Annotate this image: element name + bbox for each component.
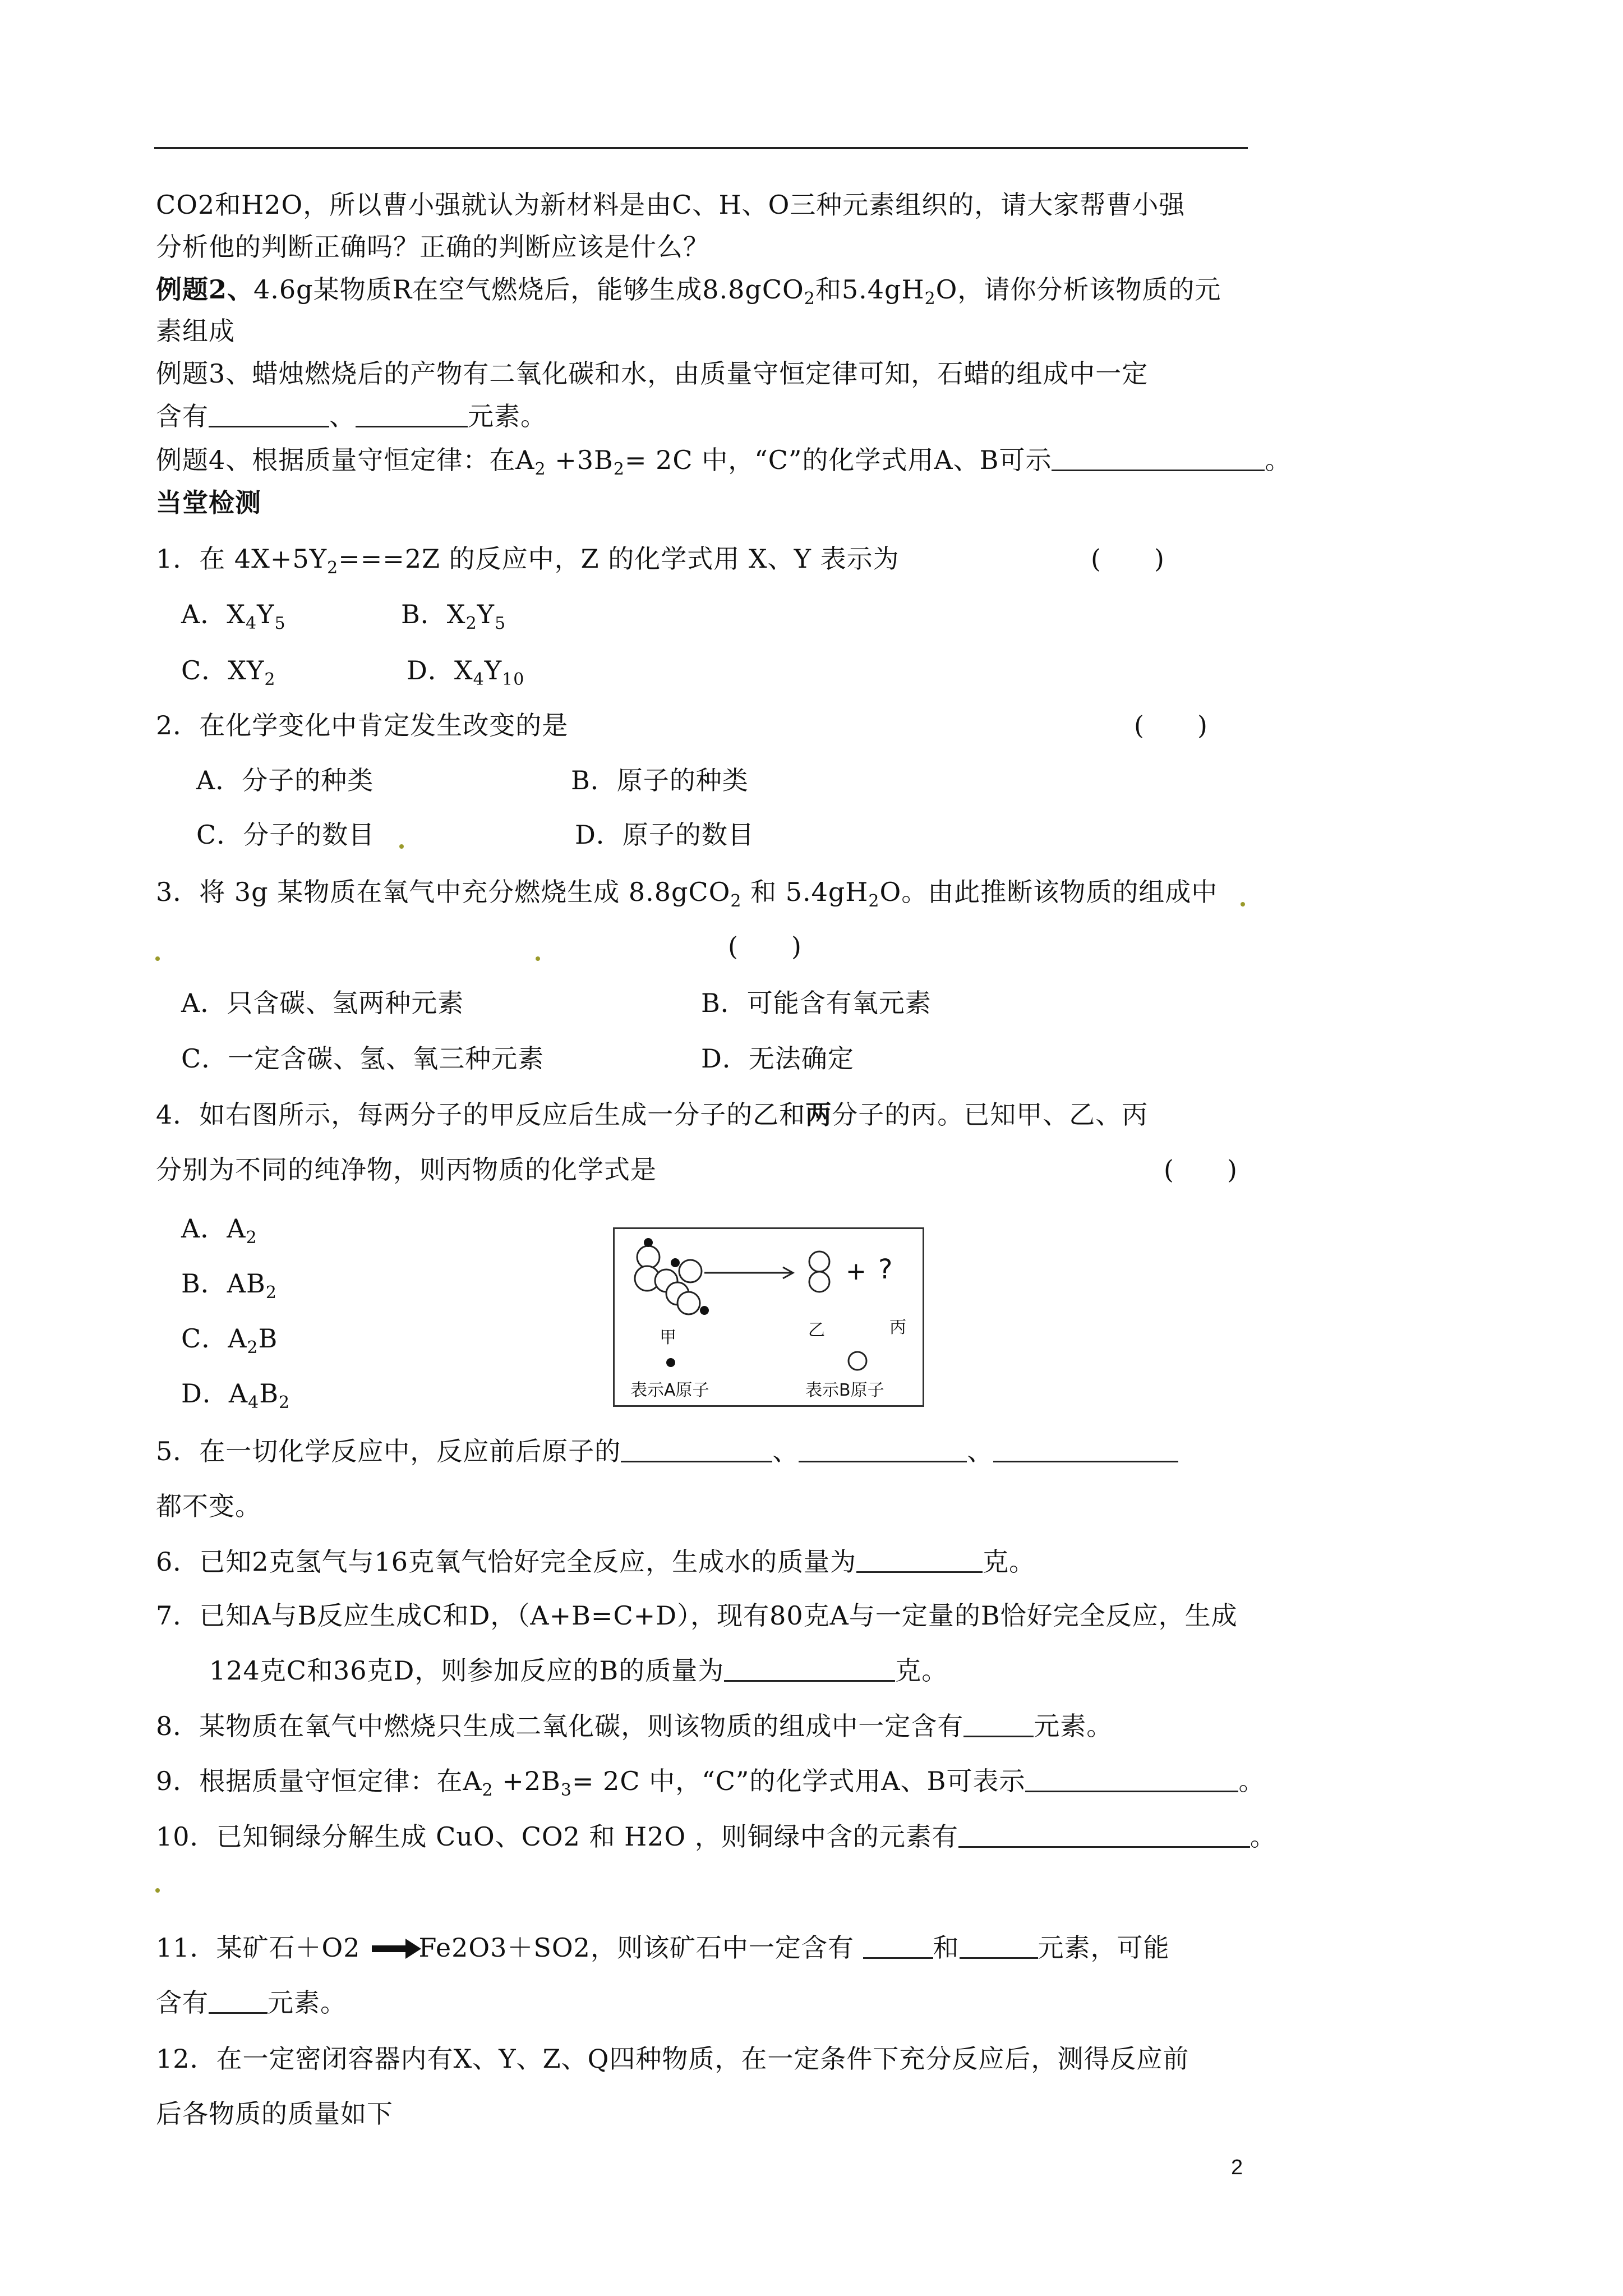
q3-option-a[interactable]: A．只含碳、氢两种元素 [181,988,464,1018]
example-3-line-2: 含有 、 元素。 [156,401,547,431]
intro-line-2: 分析他的判断正确吗？正确的判断应该是什么？ [156,232,709,262]
question-7-line-1: 7．已知A与B反应生成C和D，（A+B=C+D），现有80克A与一定量的B恰好完全反应，生成 [156,1600,1238,1631]
q4-option-d[interactable]: D．$A_4B_2$ [181,1378,291,1412]
question-8: 8．某物质在氧气中燃烧只生成二氧化碳，则该物质的组成中一定含有 元素。 [156,1711,1113,1741]
question-3-stem: 3．将 3g 某物质在氧气中充分燃烧生成 8.8gCO$_2$ 和 $5.4gH_2O$。由此推断该物质的组成中 [156,877,1218,911]
question-12-line-2: 后各物质的质量如下 [156,2099,393,2129]
answer-blank[interactable] [960,1932,1038,1959]
q1-option-d[interactable]: D．$X_4Y_{10}$ [407,655,525,689]
answer-blank[interactable] [993,1436,1178,1462]
answer-blank[interactable] [958,1821,1250,1848]
question-4-paren: ( ) [1164,1154,1238,1185]
unknown-product-mark: ? [878,1254,893,1285]
example-2-label: 例题2、 [156,274,254,305]
question-3-paren: ( ) [728,931,802,961]
atom-a [644,1238,653,1247]
answer-blank[interactable] [1052,445,1265,471]
intro-line-1: CO2和H2O，所以曹小强就认为新材料是由C、H、O三种元素组织的，请大家帮曹小强 [156,190,1186,220]
answer-blank[interactable] [621,1436,772,1462]
q2-option-a[interactable]: A．分子的种类 [196,765,374,795]
example-2-line-2: 素组成 [156,316,235,346]
question-1-stem: 1．在 $4X+5Y_2===2Z$ 的反应中，Z 的化学式用 X、Y 表示为 [156,544,900,578]
legend-atom-b [849,1352,866,1370]
question-9: 9．根据质量守恒定律：在$A_2 +2B_3= 2C$ 中，“C”的化学式用A、B可表示 。 [156,1766,1265,1800]
question-7-line-2: 124克C和36克D，则参加反应的B的质量为 克。 [209,1655,948,1686]
q3-option-b[interactable]: B．可能含有氧元素 [701,988,932,1018]
question-6: 6．已知2克氢气与16克氧气恰好完全反应，生成水的质量为 克。 [156,1547,1036,1577]
label-yi: 乙 [808,1320,825,1340]
stray-dot [536,956,540,961]
answer-blank[interactable] [356,401,468,427]
label-jia: 甲 [660,1328,676,1347]
answer-blank[interactable] [724,1655,895,1682]
atom-b [679,1260,702,1282]
question-11-line-2: 含有 元素。 [156,1987,347,2018]
question-1-paren: ( ) [1091,544,1165,574]
q1-option-c[interactable]: C．$XY_2$ [181,655,276,689]
question-12-line-1: 12．在一定密闭容器内有X、Y、Z、Q四种物质，在一定条件下充分反应后，测得反应前 [156,2044,1189,2074]
q4-option-c[interactable]: C．$A_2B$ [181,1323,278,1358]
stray-dot [399,844,404,849]
page-number: 2 [1231,2156,1243,2179]
question-2-paren: ( ) [1134,710,1208,740]
q3-option-c[interactable]: C．一定含碳、氢、氧三种元素 [181,1043,545,1074]
label-bing: 丙 [889,1318,906,1337]
answer-blank[interactable] [863,1932,933,1959]
arrow-right-icon [371,1938,422,1960]
answer-blank[interactable] [963,1711,1034,1737]
legend-atom-a [666,1358,675,1367]
stray-dot [155,956,160,961]
q2-option-c[interactable]: C．分子的数目 [196,820,375,850]
answer-blank[interactable] [799,1436,967,1462]
q1-option-b[interactable]: B．$X_2Y_5$ [401,599,506,633]
q3-option-d[interactable]: D．无法确定 [701,1043,854,1074]
answer-blank[interactable] [856,1547,983,1573]
stray-dot [1241,902,1245,907]
q2-option-d[interactable]: D．原子的数目 [575,820,754,850]
plus-sign: + [846,1257,866,1286]
q1-option-a[interactable]: A．$X_4Y_5$ [181,599,286,633]
example-4: 例题4、根据质量守恒定律：在$A_2 +3B_2= 2C$ 中，“C”的化学式用A、B可示 。 [156,445,1292,479]
stray-dot [155,1888,160,1893]
header-rule [154,147,1248,149]
answer-blank[interactable] [1025,1766,1238,1792]
example-2-line-1: 例题2、4.6g某物质R在空气燃烧后，能够生成8.8gCO$_2$和$5.4gH_2O$，请你分析该物质的元 [156,274,1221,309]
q4-option-b[interactable]: B．$AB_2$ [181,1268,277,1303]
question-2-stem: 2．在化学变化中肯定发生改变的是 [156,710,569,740]
question-10: 10．已知铜绿分解生成 CuO、CO2 和 H2O ，则铜绿中含的元素有 。 [156,1821,1276,1852]
question-5-line-2: 都不变。 [156,1491,261,1521]
atom-a [671,1258,680,1267]
atom-a [700,1306,709,1315]
atom-b [809,1272,829,1292]
question-5-stem: 5．在一切化学反应中，反应前后原子的 、 、 [156,1434,1178,1468]
example-3-line-1: 例题3、蜡烛燃烧后的产物有二氧化碳和水，由质量守恒定律可知，石蜡的组成中一定 [156,358,1149,389]
question-4-line-2: 分别为不同的纯净物，则丙物质的化学式是 [156,1154,657,1185]
answer-blank[interactable] [209,1987,268,2014]
q4-option-a[interactable]: A．$A_2$ [181,1213,257,1248]
q2-option-b[interactable]: B．原子的种类 [571,765,749,795]
atom-b [677,1292,700,1314]
atom-b [637,1246,660,1268]
question-4-line-1: 4．如右图所示，每两分子的甲反应后生成一分子的乙和两分子的丙。已知甲、乙、丙 [156,1099,1149,1130]
legend-b-label: 表示B原子 [805,1381,884,1400]
question-11-line-1: 11．某矿石＋O2 Fe2O3＋SO2，则该矿石中一定含有 和 元素，可能 [156,1932,1170,1963]
legend-a-label: 表示A原子 [630,1381,709,1400]
section-title: 当堂检测 [156,487,261,518]
atom-b [809,1251,829,1272]
answer-blank[interactable] [209,401,329,427]
reaction-diagram [613,1227,924,1407]
